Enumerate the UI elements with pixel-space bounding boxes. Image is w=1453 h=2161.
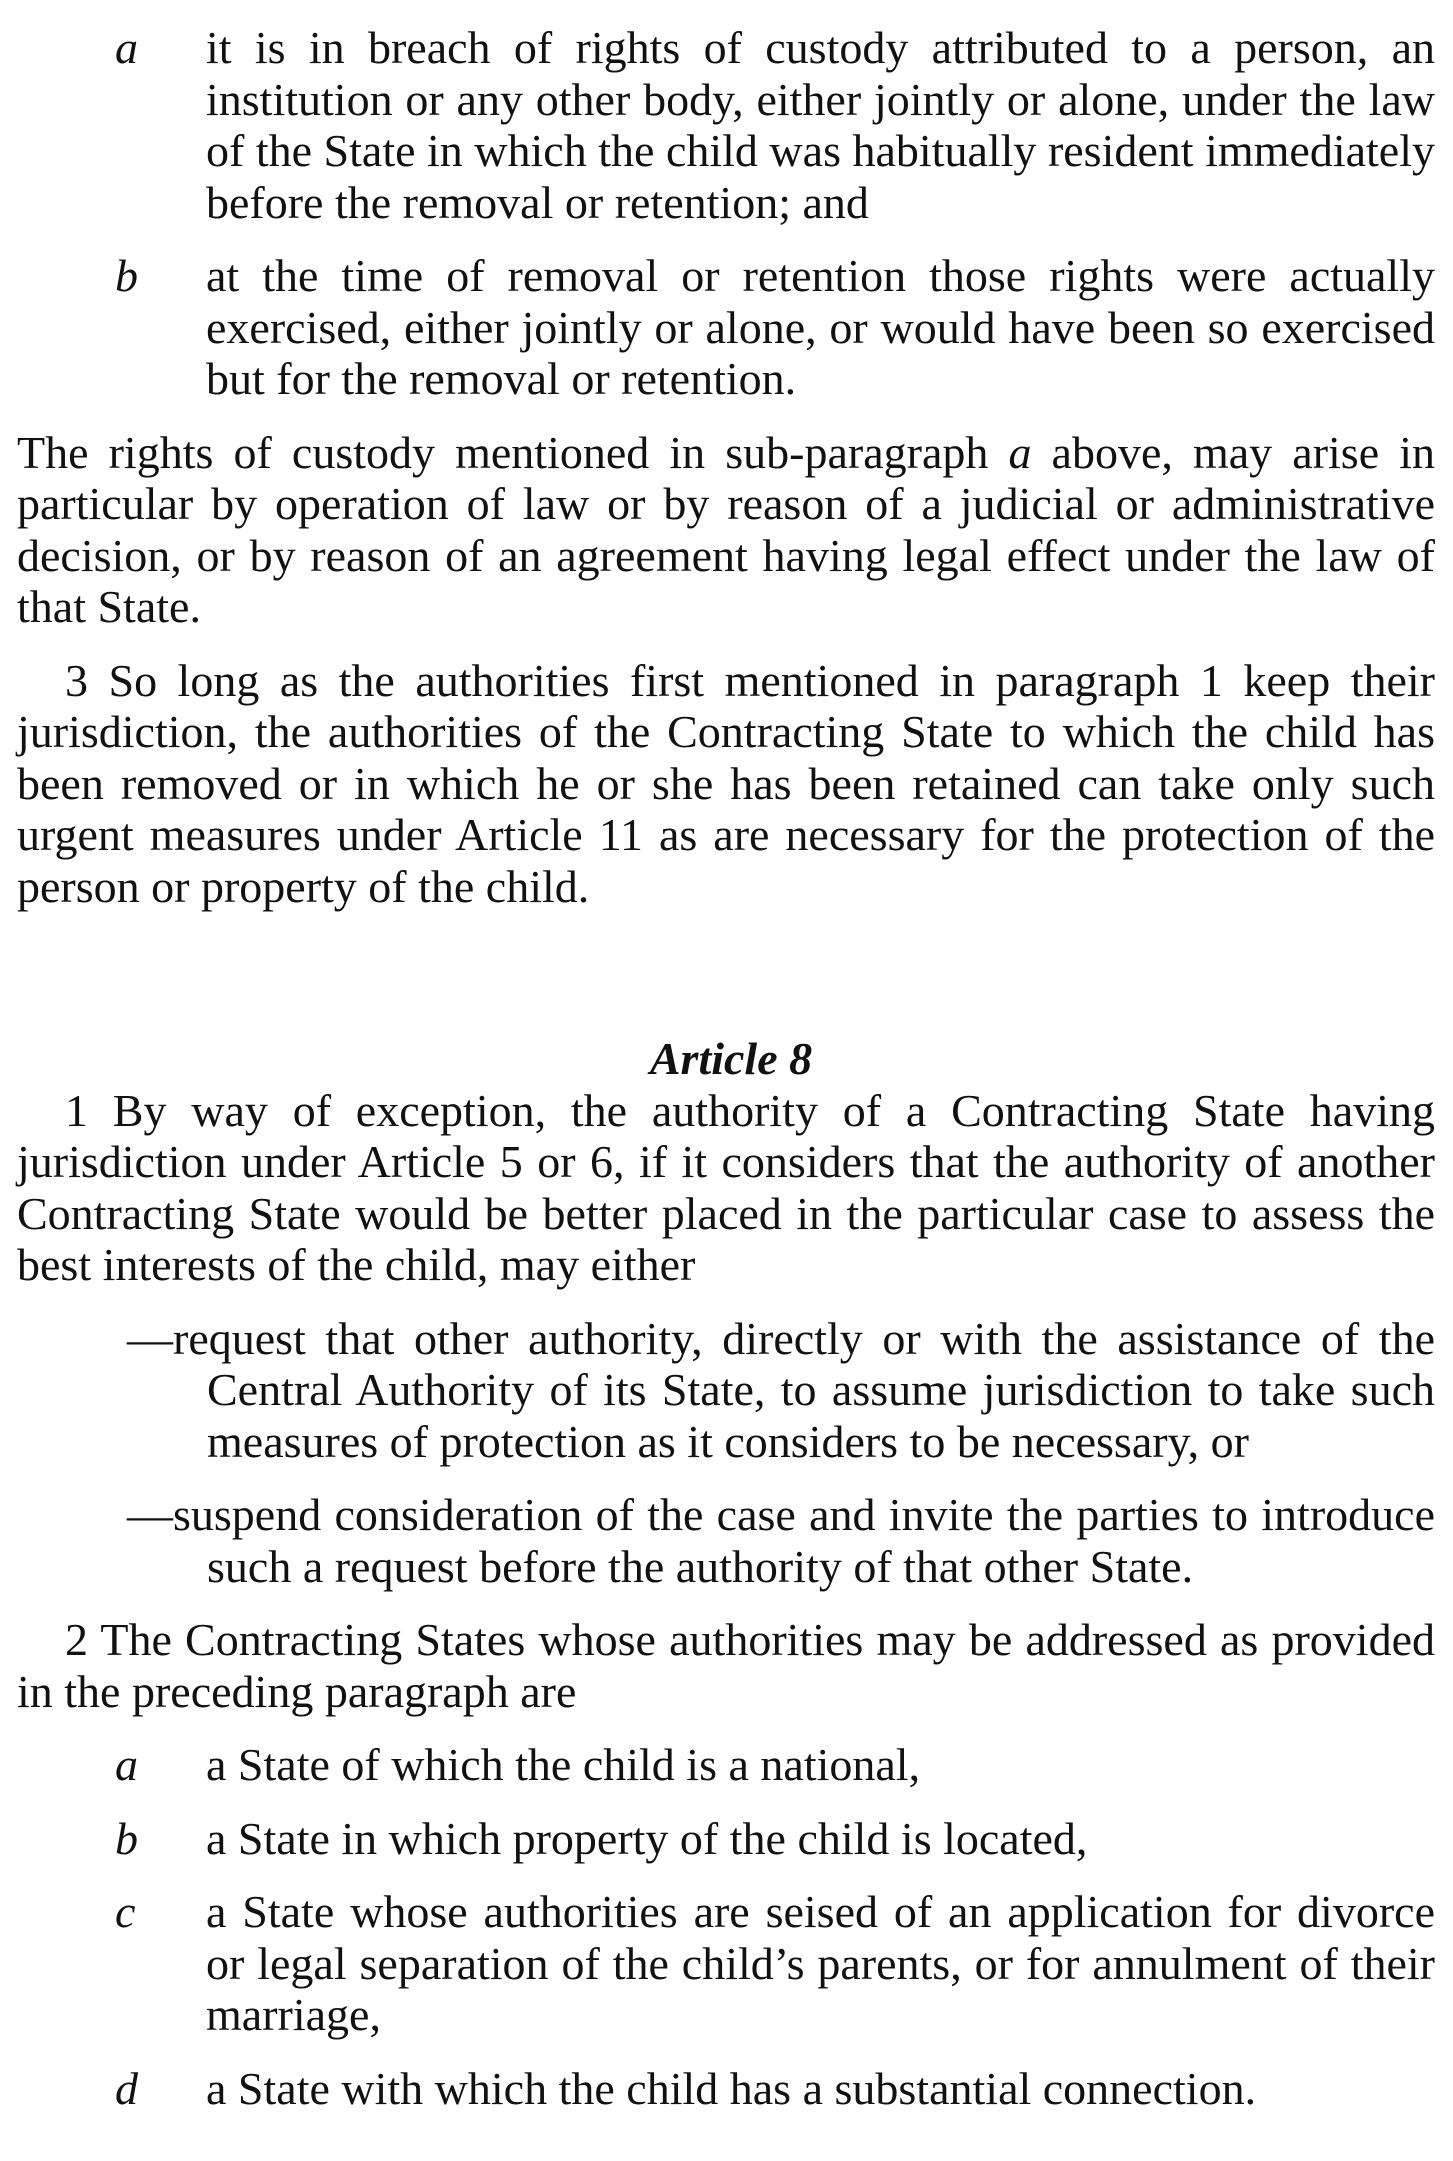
list-item <box>17 250 1435 405</box>
item-letter: d <box>115 2062 138 2114</box>
item-letter: a <box>115 22 138 73</box>
paragraph-text-part: above, may arise in particular by operation of law or by reason of a judicial or administrative decision, or by reason of an agreement having legal effect under the law of that State. <box>17 426 1435 632</box>
item-letter: a <box>115 1739 138 1790</box>
italic-reference: a <box>1008 426 1032 478</box>
article-8-paragraph-2: 2 The Contracting States whose authorities may be addressed as provided in the preceding paragraph are <box>17 1614 1435 1717</box>
item-letter: b <box>115 250 138 301</box>
item-text: a State of which the child is a national, <box>206 1739 921 1790</box>
item-text: a State in which property of the child is located, <box>206 1812 1088 1864</box>
item-text: a State whose authorities are seised of an application for divorce or legal separation of the child’s parents, or for annulment of their marriage, <box>206 1886 1435 2040</box>
list-item <box>17 1739 1435 1791</box>
dash-item: —suspend consideration of the case and invite the parties to introduce such a request before the authority of that other State. <box>127 1489 1435 1592</box>
paragraph-3: 3 So long as the authorities first mentioned in paragraph 1 keep their jurisdiction, the authorities of the Contracting State to which the child has been removed or in which he or she has been retained can take only such urgent measures under Article 11 as are necessary for the protection of the person or property of the child. <box>17 654 1435 912</box>
rights-of-custody-paragraph <box>17 427 1435 633</box>
item-letter: c <box>115 1886 136 1937</box>
list-item <box>17 1813 1435 1865</box>
item-letter: b <box>115 1812 138 1864</box>
list-item <box>17 1886 1435 2041</box>
list-item <box>17 2063 1435 2115</box>
item-text: a State with which the child has a substantial connection. <box>206 2062 1257 2114</box>
article-8-paragraph-1: 1 By way of exception, the authority of a Contracting State having jurisdiction under Article 5 or 6, if it considers that the authority of another Contracting State would be better placed in the particular case to assess the best interests of the child, may either <box>17 1084 1435 1290</box>
item-text: it is in breach of rights of custody attributed to a person, an institution or any other body, either jointly or alone, under the law of the State in which the child was habitually resident immediately before the removal or retention; and <box>206 22 1435 228</box>
item-text: at the time of removal or retention those rights were actually exercised, either jointly or alone, or would have been so exercised but for the removal or retention. <box>206 250 1435 404</box>
article-heading: Article 8 <box>649 1033 813 1084</box>
dash-item: —request that other authority, directly or with the assistance of the Central Authority of its State, to assume jurisdiction to take such measures of protection as it considers to be necessary, or <box>127 1312 1435 1467</box>
paragraph-text-part: The rights of custody mentioned in sub-paragraph <box>17 426 1009 478</box>
list-item <box>17 22 1435 228</box>
